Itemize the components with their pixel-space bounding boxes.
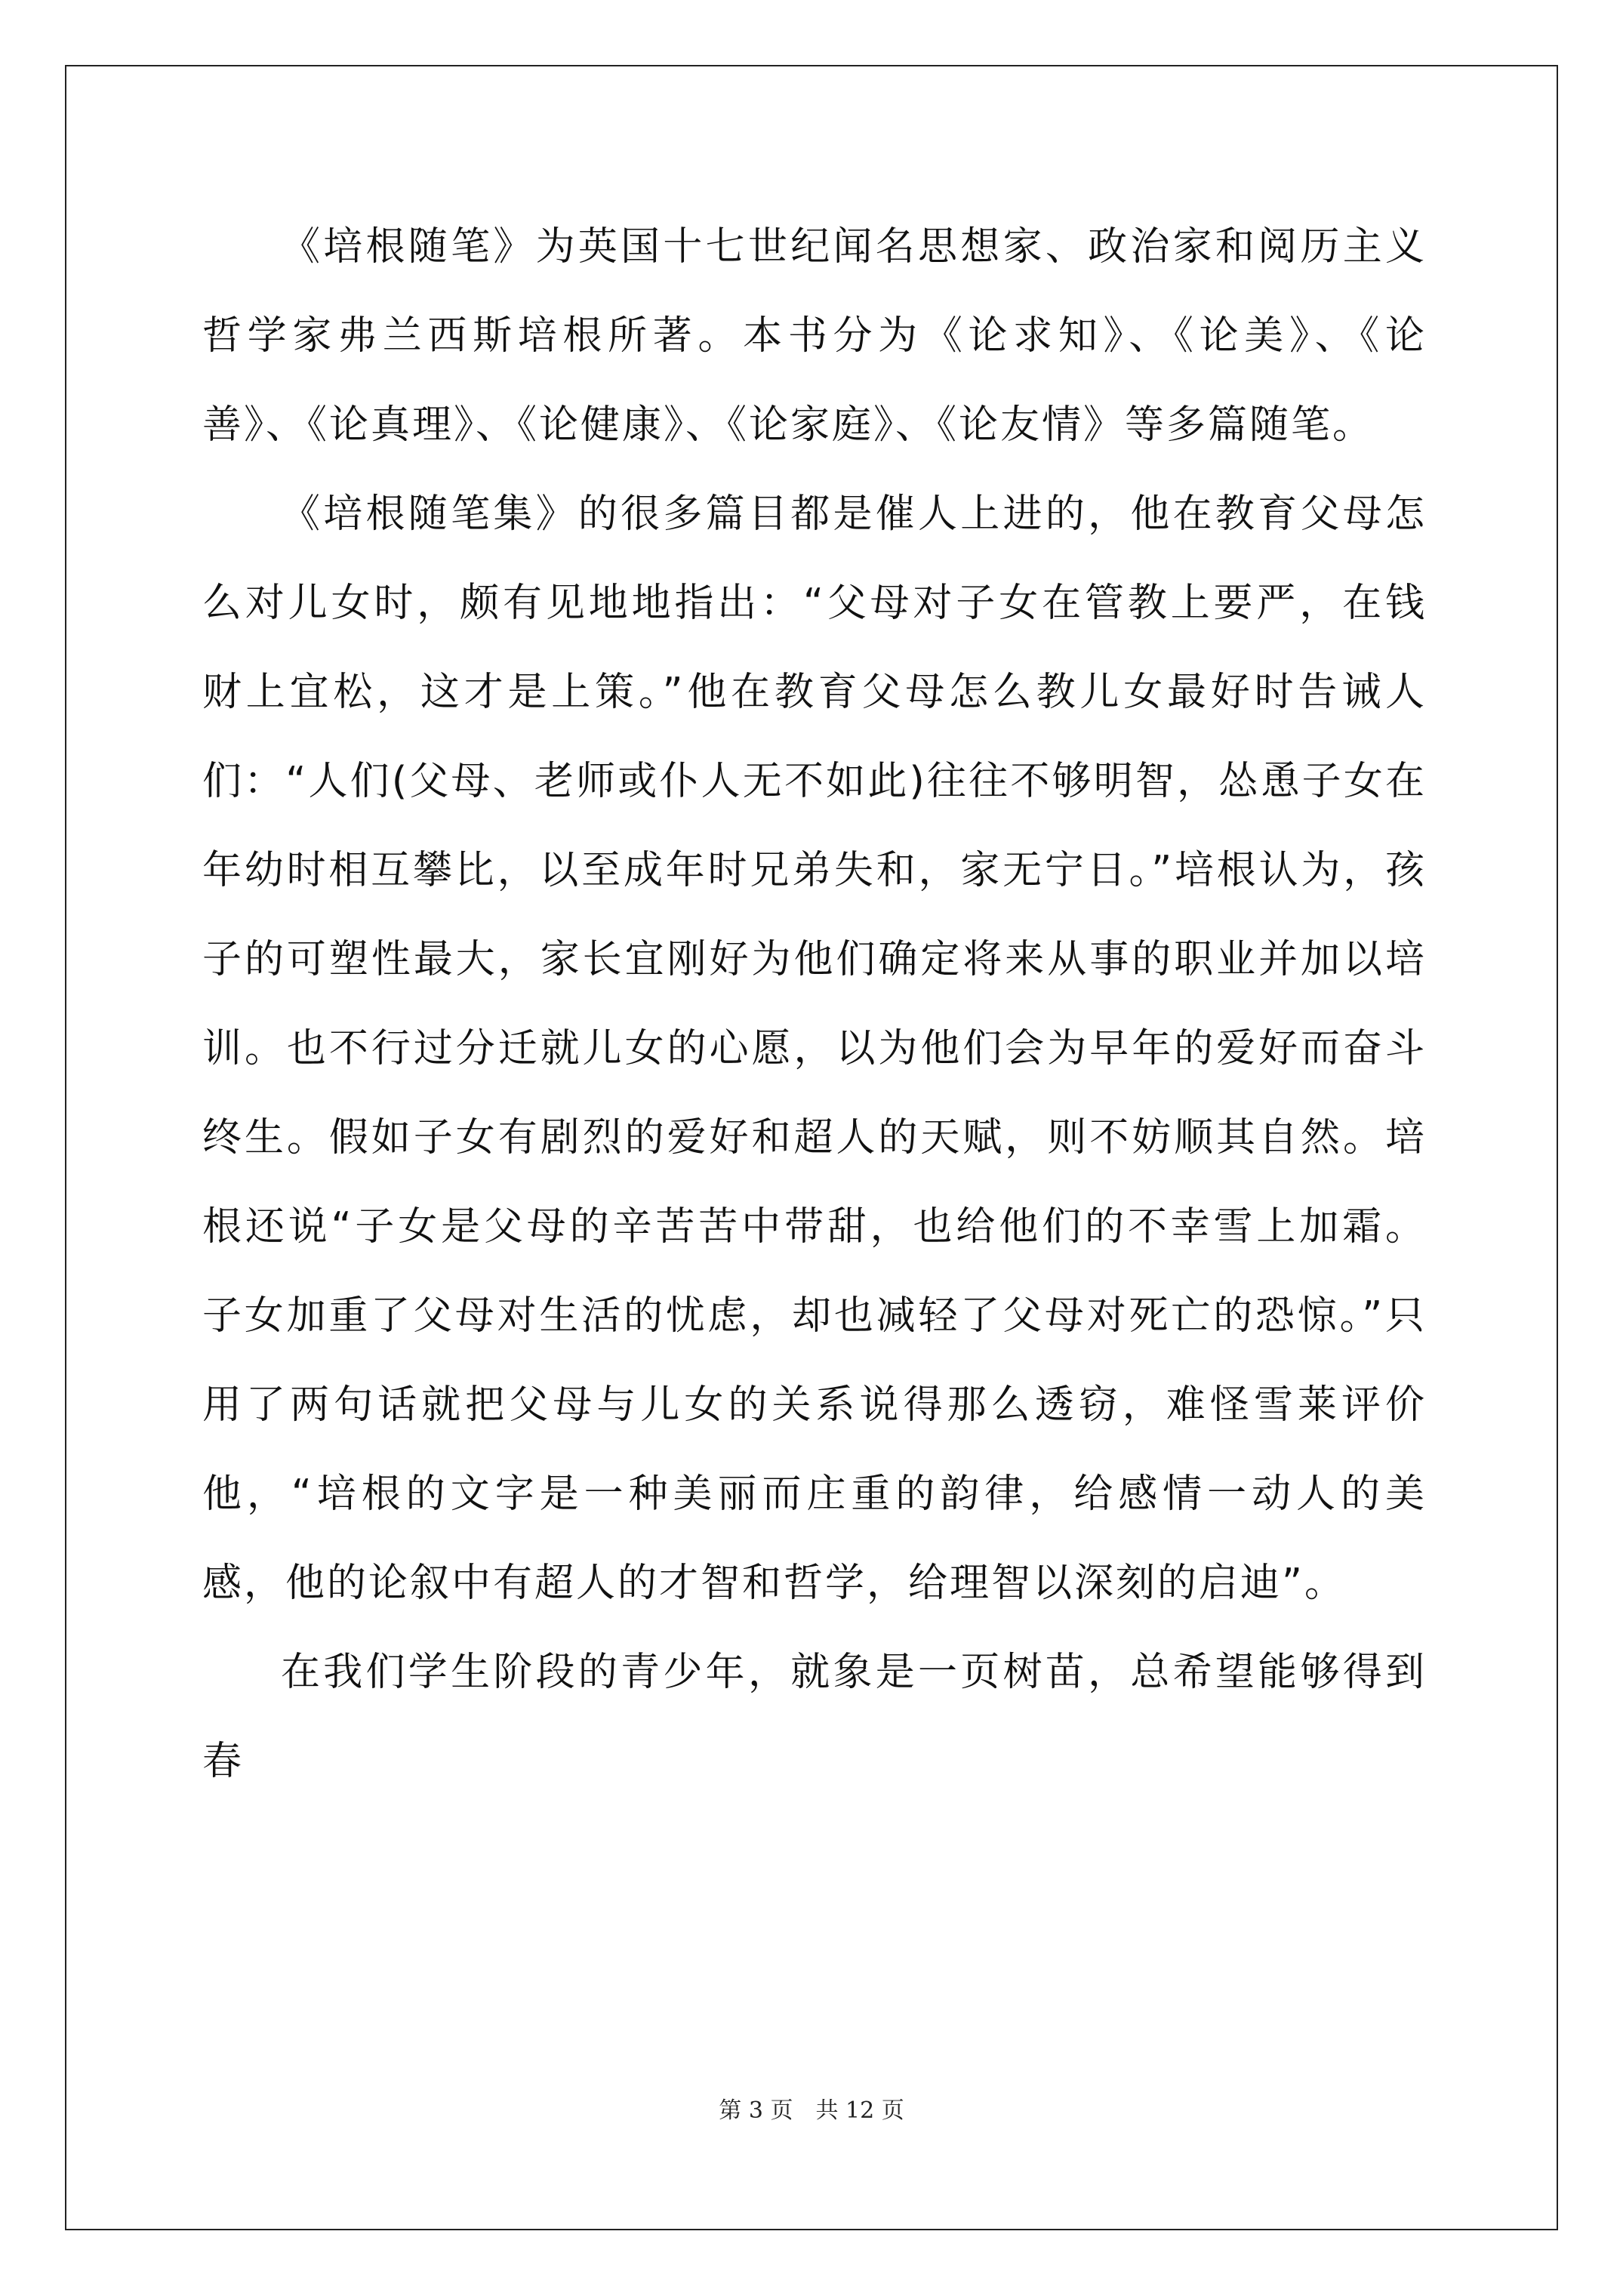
paragraph-intro: 《培根随笔》为英国十七世纪闻名思想家、政治家和阅历主义哲学家弗兰西斯培根所著。本书分为《论求知》、《论美》、《论善》、《论真理》、《论健康》、《论家庭》、《论友情》等多篇随笔。 — [202, 224, 1427, 448]
page-footer — [0, 2091, 1623, 2125]
document-body — [202, 202, 1427, 1806]
paragraph-youth: 在我们学生阶段的青少年，就象是一页树苗，总希望能够得到春 — [202, 1650, 1427, 1784]
page-number: 第 3 页 — [719, 2097, 793, 2124]
paragraph-parenting: 《培根随笔集》的很多篇目都是催人上进的，他在教育父母怎么对儿女时，颇有见地地指出：“父母对子女在管教上要严，在钱财上宜松，这才是上策。”他在教育父母怎么教儿女最好时告诫人们：“人们(父母、老师或仆人无不如此)往往不够明智，怂恿子女在年幼时相互攀比，以至成年时兄弟失和，家无宁日。”培根认为，孩子的可塑性最大，家长宜刚好为他们确定将来从事的职业并加以培训。也不行过分迁就儿女的心愿，以为他们会为早年的爱好而奋斗终生。假如子女有剧烈的爱好和超人的天赋，则不妨顺其自然。培根还说“子女是父母的辛苦苦中带甜，也给他们的不幸雪上加霜。子女加重了父母对生活的忧虑，却也减轻了父母对死亡的恐惊。”只用了两句话就把父母与儿女的关系说得那么透窃，难怪雪莱评价他，“培根的文字是一种美丽而庄重的韵律，给感情一动人的美感，他的论叙中有超人的才智和哲学，给理智以深刻的启迪”。 — [202, 492, 1427, 1606]
page-total: 共 12 页 — [815, 2097, 904, 2124]
